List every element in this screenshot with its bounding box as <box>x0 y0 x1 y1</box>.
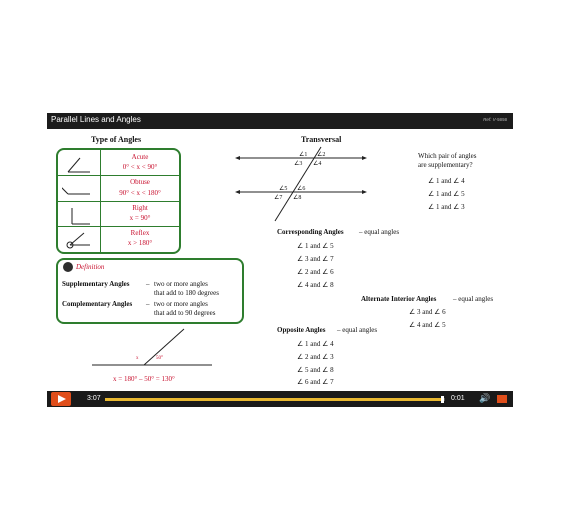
reflex-name: Reflex <box>130 229 150 237</box>
current-time: 3:07 <box>87 395 101 402</box>
corresponding-item-2: ∠ 3 and ∠ 7 <box>297 255 334 263</box>
reflex-range: x > 180° <box>127 239 153 247</box>
transversal-angle-7: ∠7 <box>274 195 283 201</box>
progress-thumb[interactable] <box>441 396 444 403</box>
question-line-2: are supplementary? <box>418 161 473 169</box>
volume-icon[interactable]: 🔊 <box>479 394 491 404</box>
remaining-time: 0:01 <box>451 395 465 402</box>
opposite-note: – equal angles <box>337 326 378 334</box>
supplementary-diagram <box>87 327 217 369</box>
corresponding-item-1: ∠ 1 and ∠ 5 <box>297 242 334 250</box>
question-option-2[interactable]: ∠ 1 and ∠ 5 <box>428 190 465 198</box>
types-table <box>56 148 181 254</box>
fullscreen-icon[interactable] <box>497 395 507 403</box>
transversal-angle-8: ∠8 <box>293 195 302 201</box>
transversal-angle-1: ∠1 <box>299 152 308 158</box>
complementary-desc-2: that add to 90 degrees <box>154 309 216 317</box>
angle-type-icons <box>62 152 96 250</box>
complementary-term: Complementary Angles <box>62 300 133 308</box>
alternate-item-2: ∠ 4 and ∠ 5 <box>409 321 446 329</box>
corresponding-note: – equal angles <box>359 228 400 236</box>
transversal-heading: Transversal <box>301 135 342 144</box>
progress-fill <box>105 398 442 401</box>
question-option-1[interactable]: ∠ 1 and ∠ 4 <box>428 177 465 185</box>
transversal-angle-5: ∠5 <box>279 186 288 192</box>
supplementary-term: Supplementary Angles <box>62 280 130 288</box>
player-controls <box>47 391 513 407</box>
obtuse-range: 90° < x < 180° <box>119 189 161 197</box>
play-button[interactable] <box>51 392 71 406</box>
opposite-item-1: ∠ 1 and ∠ 4 <box>297 340 334 348</box>
x-label: x <box>136 356 139 361</box>
alternate-note: – equal angles <box>453 295 494 303</box>
transversal-angle-6: ∠6 <box>297 186 306 192</box>
reference-code: Ref: V-5656 <box>483 117 507 122</box>
types-heading: Type of Angles <box>91 135 142 144</box>
supplementary-dash: – <box>146 280 150 288</box>
question-line-1: Which pair of angles <box>418 152 477 160</box>
definition-label: Definition <box>76 263 105 271</box>
slide-content <box>47 129 513 391</box>
alternate-heading: Alternate Interior Angles <box>361 295 437 303</box>
acute-range: 0° < x < 90° <box>122 163 158 171</box>
angle-50-label: 50° <box>156 356 163 361</box>
complementary-dash: – <box>146 300 150 308</box>
transversal-angle-4: ∠4 <box>313 161 322 167</box>
equation: x = 180° – 50° = 130° <box>113 375 175 383</box>
progress-bar[interactable] <box>105 398 445 401</box>
transversal-angle-2: ∠2 <box>317 152 326 158</box>
supplementary-desc-1: two or more angles <box>154 280 208 288</box>
question-option-3[interactable]: ∠ 1 and ∠ 3 <box>428 203 465 211</box>
video-title: Parallel Lines and Angles <box>51 115 141 124</box>
acute-name: Acute <box>131 153 149 161</box>
complementary-desc-1: two or more angles <box>154 300 208 308</box>
right-range: x = 90° <box>129 214 151 222</box>
definition-icon <box>63 262 73 272</box>
corresponding-heading: Corresponding Angles <box>277 228 344 236</box>
corresponding-item-4: ∠ 4 and ∠ 8 <box>297 281 334 289</box>
video-player <box>47 113 513 407</box>
corresponding-item-3: ∠ 2 and ∠ 6 <box>297 268 334 276</box>
definition-box <box>56 258 244 324</box>
opposite-heading: Opposite Angles <box>277 326 326 334</box>
transversal-angle-3: ∠3 <box>294 161 303 167</box>
opposite-item-2: ∠ 2 and ∠ 3 <box>297 353 334 361</box>
opposite-item-4: ∠ 6 and ∠ 7 <box>297 378 334 386</box>
right-name: Right <box>132 204 148 212</box>
obtuse-name: Obtuse <box>130 178 150 186</box>
supplementary-desc-2: that add to 180 degrees <box>154 289 219 297</box>
opposite-item-3: ∠ 5 and ∠ 8 <box>297 366 334 374</box>
title-bar <box>47 113 513 129</box>
alternate-item-1: ∠ 3 and ∠ 6 <box>409 308 446 316</box>
